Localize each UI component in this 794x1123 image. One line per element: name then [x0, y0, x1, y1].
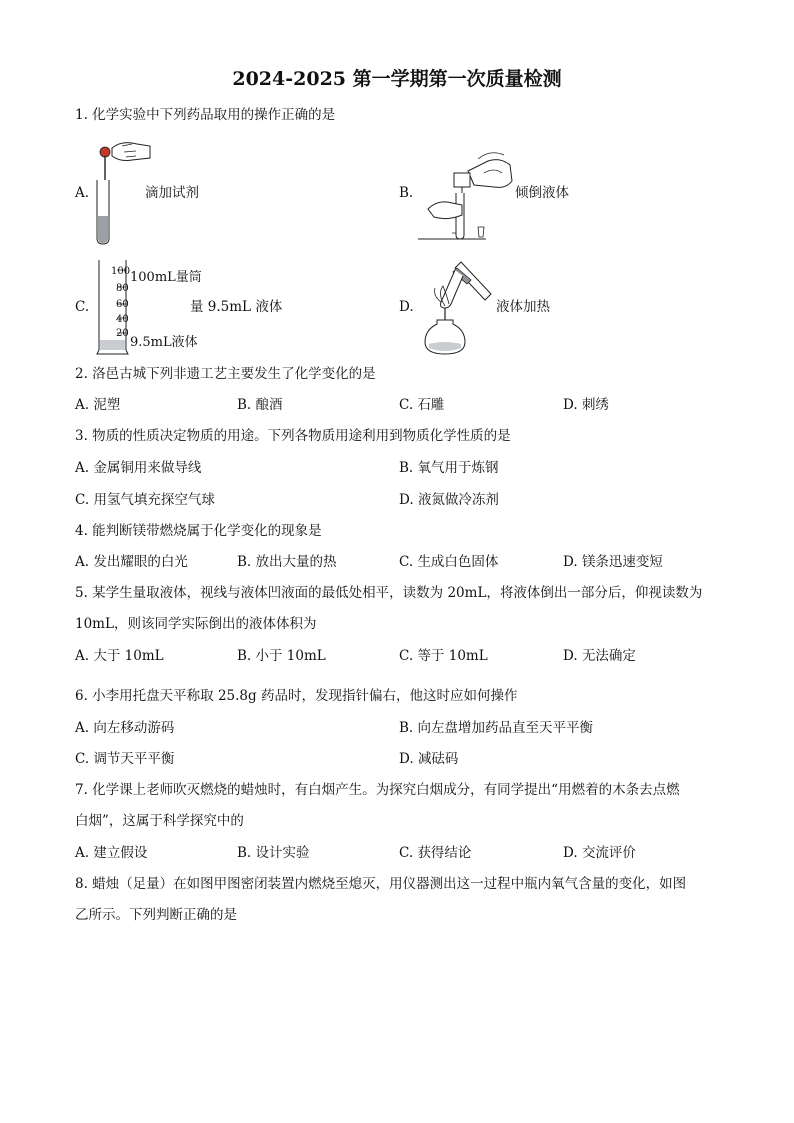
- q1-option-a-letter: A.: [75, 185, 90, 201]
- q4-option-b: B. 放出大量的热: [237, 554, 337, 570]
- question-3-stem: 3. 物质的性质决定物质的用途。下列各物质用途利用到物质化学性质的是: [75, 428, 511, 444]
- q7-option-b: B. 设计实验: [237, 845, 310, 861]
- q5-option-b: B. 小于 10mL: [237, 648, 326, 664]
- q1-option-c-text: 量 9.5mL 液体: [190, 299, 283, 315]
- q1-option-d-text: 液体加热: [496, 299, 550, 315]
- q3-option-b: B. 氧气用于炼钢: [399, 460, 499, 476]
- q2-option-b: B. 酿酒: [237, 397, 283, 413]
- question-6-stem: 6. 小李用托盘天平称取 25.8g 药品时，发现指针偏右，他这时应如何操作: [75, 688, 518, 704]
- question-7-stem-line-2: 白烟”，这属于科学探究中的: [75, 813, 244, 829]
- q7-option-d: D. 交流评价: [563, 845, 636, 861]
- q1-option-d-letter: D.: [399, 299, 414, 315]
- question-4-stem: 4. 能判断镁带燃烧属于化学变化的现象是: [75, 523, 322, 539]
- question-8-stem-line-2: 乙所示。下列判断正确的是: [75, 907, 237, 923]
- q1-option-b-text: 倾倒液体: [515, 185, 569, 201]
- q6-option-b: B. 向左盘增加药品直至天平平衡: [399, 720, 594, 736]
- page-title: 2024-2025 第一学期第一次质量检测: [232, 68, 562, 90]
- q3-option-d: D. 液氮做冷冻剂: [399, 492, 499, 508]
- question-5-stem-line-1: 5. 某学生量取液体，视线与液体凹液面的最低处相平，读数为 20mL，将液体倒出一部分后，仰视读数为: [75, 585, 703, 601]
- q1-option-c-letter: C.: [75, 299, 90, 315]
- question-2-stem: 2. 洛邑古城下列非遗工艺主要发生了化学变化的是: [75, 366, 376, 382]
- cylinder-tick-80: 80: [116, 283, 129, 294]
- q3-option-c: C. 用氢气填充探空气球: [75, 492, 215, 508]
- q1-option-a-text: 滴加试剂: [145, 185, 199, 201]
- q7-option-c: C. 获得结论: [399, 845, 472, 861]
- q5-option-d: D. 无法确定: [563, 648, 636, 664]
- pouring-illustration: [418, 143, 518, 243]
- q7-option-a: A. 建立假设: [75, 845, 148, 861]
- cylinder-capacity-label: 100mL量筒: [130, 270, 202, 285]
- q5-option-a: A. 大于 10mL: [75, 648, 164, 664]
- cylinder-tick-100: 100: [111, 266, 131, 277]
- question-5-stem-line-2: 10mL，则该同学实际倒出的液体体积为: [75, 616, 317, 632]
- q6-option-d: D. 减砝码: [399, 751, 459, 767]
- q1-option-b-letter: B.: [399, 185, 414, 201]
- cylinder-tick-40: 40: [116, 314, 129, 325]
- q2-option-c: C. 石雕: [399, 397, 445, 413]
- heating-liquid-illustration: [415, 256, 497, 358]
- question-1-stem: 1. 化学实验中下列药品取用的操作正确的是: [75, 107, 336, 123]
- q4-option-c: C. 生成白色固体: [399, 554, 499, 570]
- question-7-stem-line-1: 7. 化学课上老师吹灭燃烧的蜡烛时，有白烟产生。为探究白烟成分，有同学提出“用燃着的木条去点燃: [75, 782, 680, 798]
- q2-option-d: D. 刺绣: [563, 397, 609, 413]
- cylinder-tick-60: 60: [116, 299, 129, 310]
- q4-option-d: D. 镁条迅速变短: [563, 554, 663, 570]
- question-8-stem-line-1: 8. 蜡烛（足量）在如图甲图密闭装置内燃烧至熄灭，用仪器测出这一过程中瓶内氧气含量的变化，如图: [75, 876, 687, 892]
- q6-option-a: A. 向左移动游码: [75, 720, 175, 736]
- q4-option-a: A. 发出耀眼的白光: [75, 554, 188, 570]
- cylinder-tick-20: 20: [116, 328, 129, 339]
- q6-option-c: C. 调节天平平衡: [75, 751, 175, 767]
- cylinder-liquid-label: 9.5mL液体: [130, 335, 198, 350]
- q3-option-a: A. 金属铜用来做导线: [75, 460, 202, 476]
- q2-option-a: A. 泥塑: [75, 397, 121, 413]
- q5-option-c: C. 等于 10mL: [399, 648, 488, 664]
